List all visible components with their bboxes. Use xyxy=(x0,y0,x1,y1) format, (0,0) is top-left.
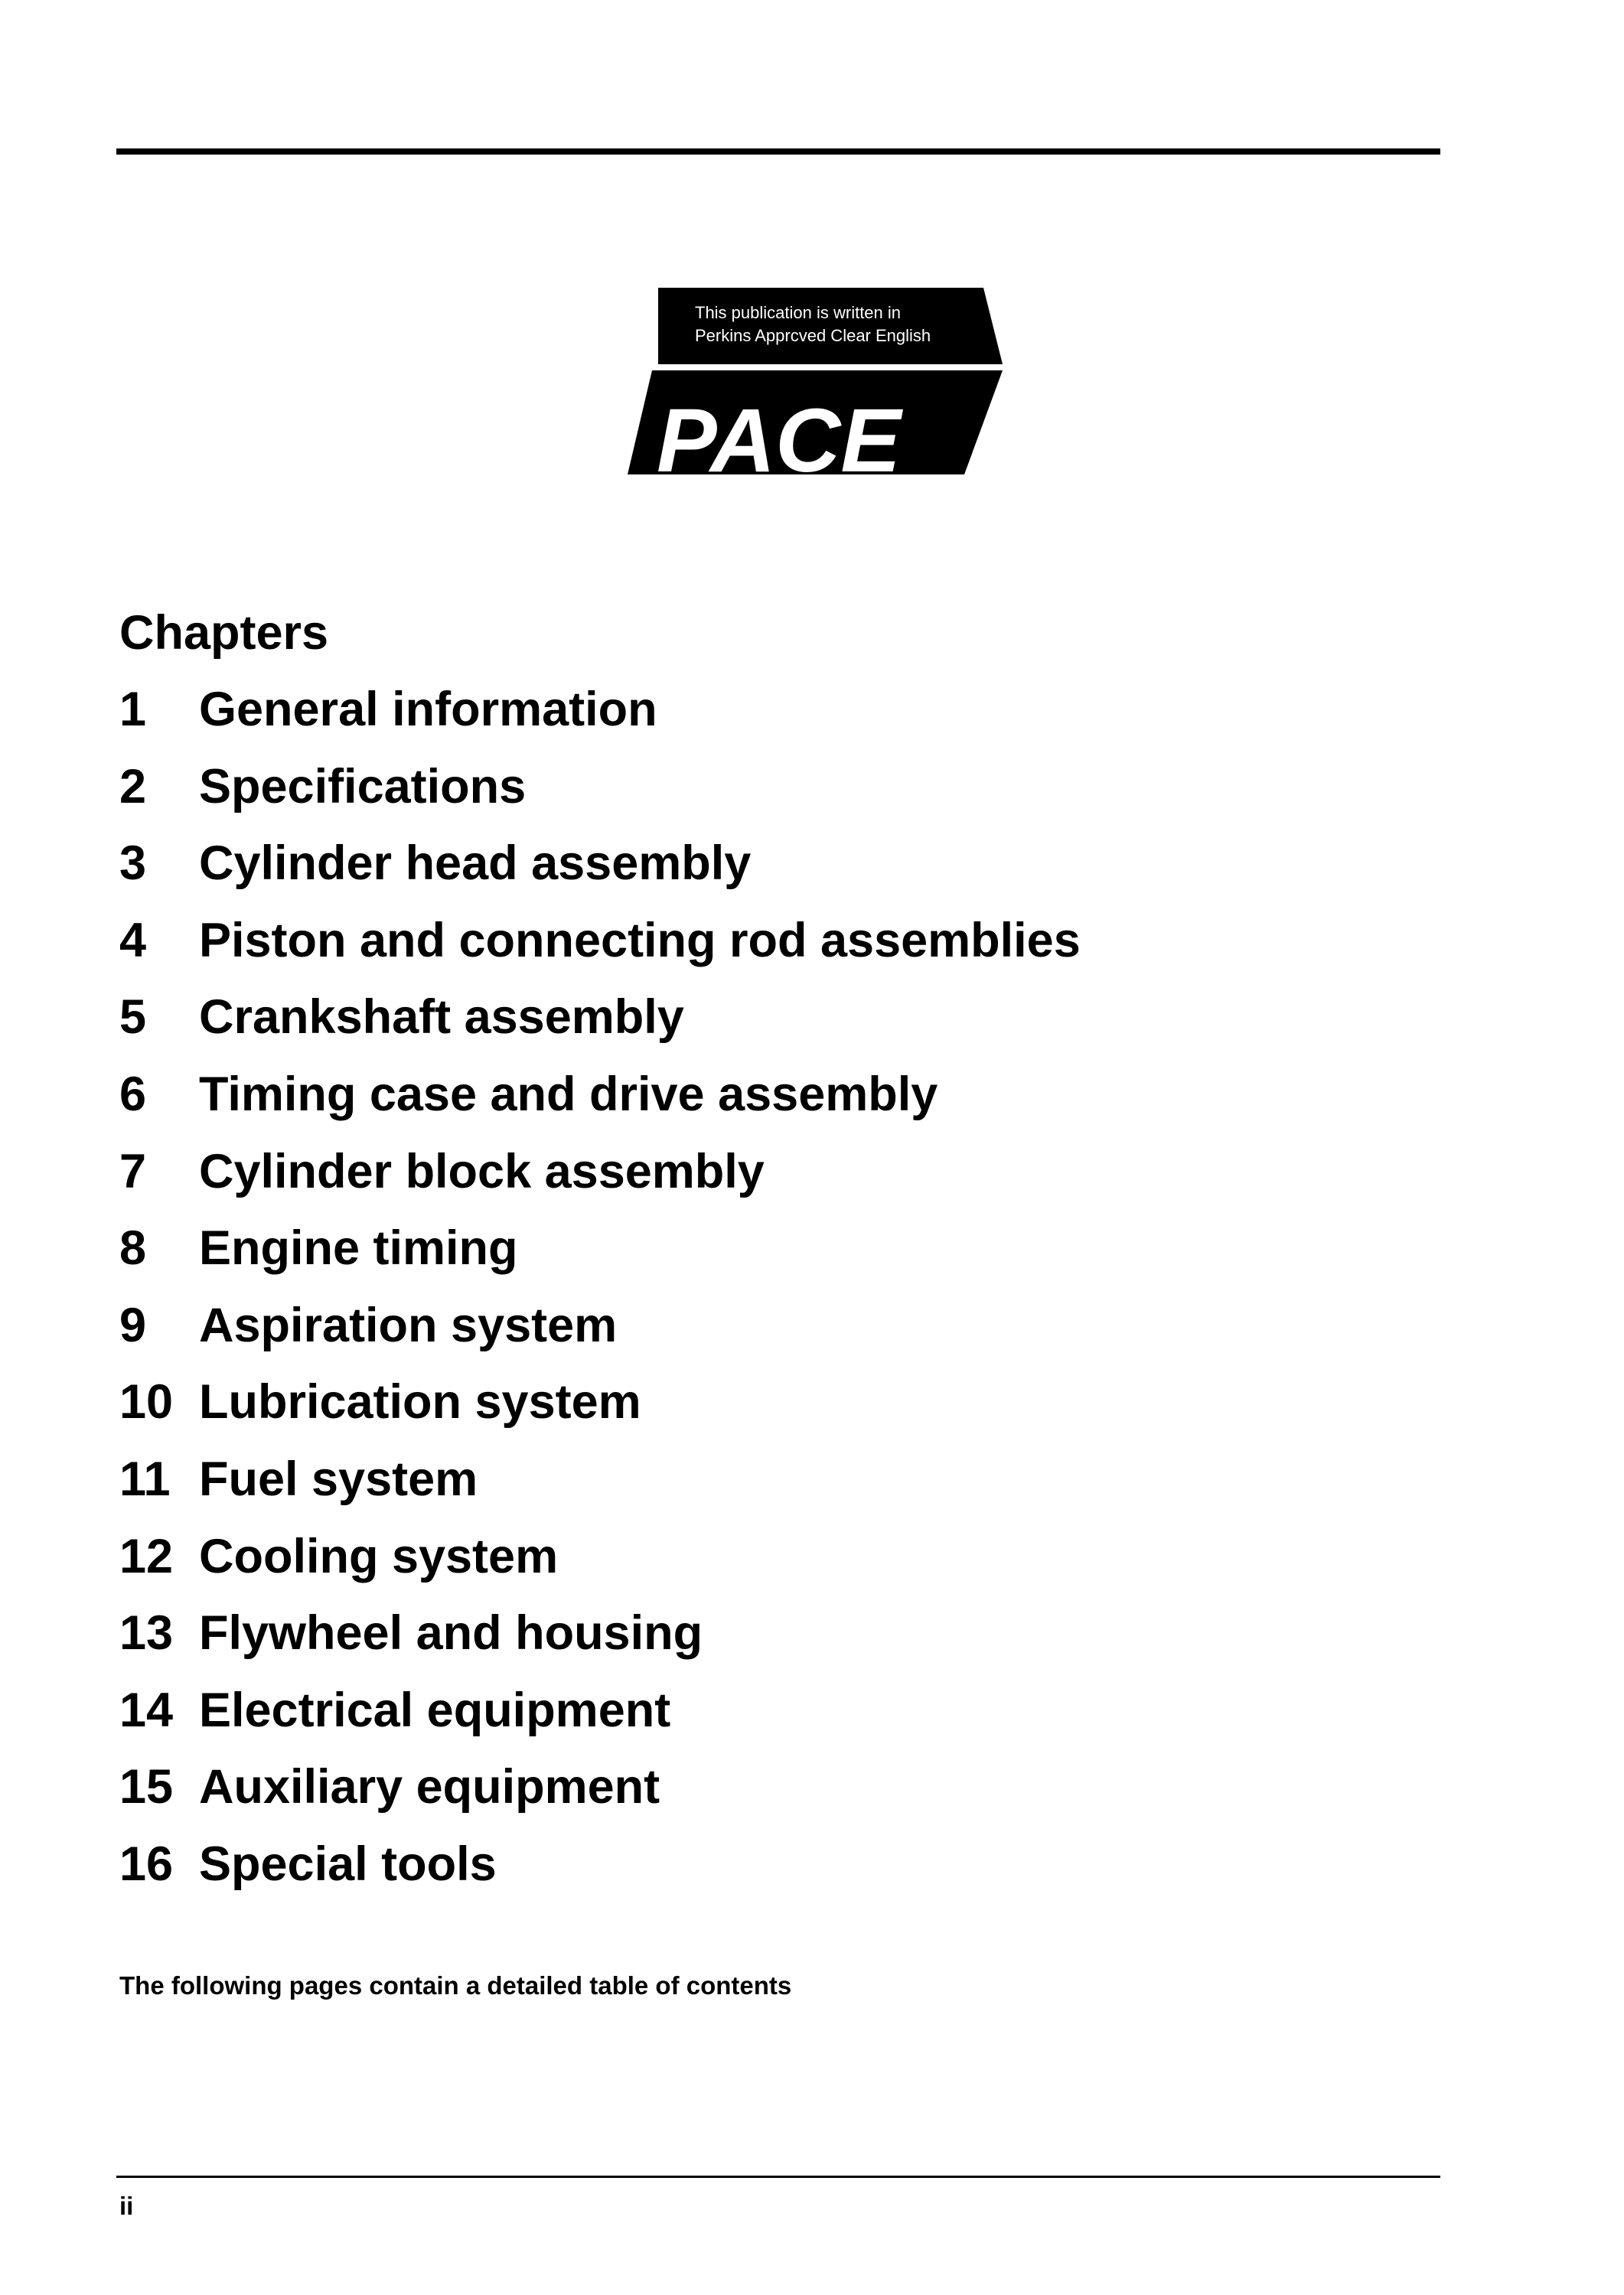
chapter-number: 10 xyxy=(119,1375,174,1429)
pace-logo xyxy=(628,288,1010,479)
chapter-number: 11 xyxy=(119,1452,171,1506)
chapter-item xyxy=(119,1837,1081,1918)
chapter-item xyxy=(119,1529,1081,1610)
chapter-number: 4 xyxy=(119,913,147,967)
chapter-number: 12 xyxy=(119,1529,174,1583)
chapter-title: Lubrication system xyxy=(199,1375,641,1429)
chapter-number: 5 xyxy=(119,990,147,1045)
chapter-title: Flywheel and housing xyxy=(199,1606,703,1661)
pace-logo-wordmark: PACE xyxy=(657,390,902,479)
pace-logo-line-1: This publication is written in xyxy=(695,303,902,322)
chapter-title: Crankshaft assembly xyxy=(199,990,684,1045)
chapter-list xyxy=(119,683,1081,1918)
chapter-number: 3 xyxy=(119,836,147,891)
bottom-rule xyxy=(116,2176,1440,2178)
page-number: ii xyxy=(119,2192,134,2220)
chapter-title: Cylinder block assembly xyxy=(199,1144,765,1198)
chapter-item xyxy=(119,1144,1081,1225)
chapter-title: Electrical equipment xyxy=(199,1683,671,1737)
chapter-item xyxy=(119,759,1081,840)
chapter-title: Specifications xyxy=(199,759,527,813)
chapter-item xyxy=(119,1375,1081,1456)
pace-logo-graphic xyxy=(628,288,1010,479)
chapter-item xyxy=(119,1683,1081,1764)
top-rule xyxy=(116,148,1440,155)
chapter-title: Aspiration system xyxy=(199,1298,618,1352)
chapter-item xyxy=(119,1298,1081,1379)
chapters-heading: Chapters xyxy=(119,606,329,660)
chapter-number: 9 xyxy=(119,1298,147,1352)
chapter-number: 16 xyxy=(119,1837,174,1891)
chapter-number: 2 xyxy=(119,759,147,813)
chapter-title: Auxiliary equipment xyxy=(199,1760,660,1814)
chapter-title: Cylinder head assembly xyxy=(199,836,752,891)
chapter-number: 15 xyxy=(119,1760,174,1814)
chapter-item xyxy=(119,1760,1081,1840)
chapter-title: Piston and connecting rod assemblies xyxy=(199,913,1081,967)
chapter-title: Special tools xyxy=(199,1837,497,1891)
chapter-item xyxy=(119,1452,1081,1533)
chapter-item xyxy=(119,1606,1081,1687)
chapter-title: Fuel system xyxy=(199,1452,478,1506)
chapter-title: Engine timing xyxy=(199,1221,518,1276)
chapter-number: 7 xyxy=(119,1144,147,1198)
chapter-item xyxy=(119,1067,1081,1148)
contents-footnote: The following pages contain a detailed table of contents xyxy=(119,1971,792,2000)
chapter-item xyxy=(119,913,1081,994)
chapter-item xyxy=(119,683,1081,763)
chapter-item xyxy=(119,990,1081,1071)
chapter-number: 14 xyxy=(119,1683,174,1737)
chapter-item xyxy=(119,1221,1081,1302)
pace-logo-line-2: Perkins Apprcved Clear English xyxy=(695,326,931,345)
chapter-item xyxy=(119,836,1081,917)
chapter-title: Cooling system xyxy=(199,1529,559,1583)
chapter-number: 6 xyxy=(119,1067,147,1121)
chapter-number: 13 xyxy=(119,1606,174,1661)
chapter-title: General information xyxy=(199,683,657,736)
chapter-number: 8 xyxy=(119,1221,147,1276)
chapter-title: Timing case and drive assembly xyxy=(199,1067,938,1121)
chapter-number: 1 xyxy=(119,683,147,736)
